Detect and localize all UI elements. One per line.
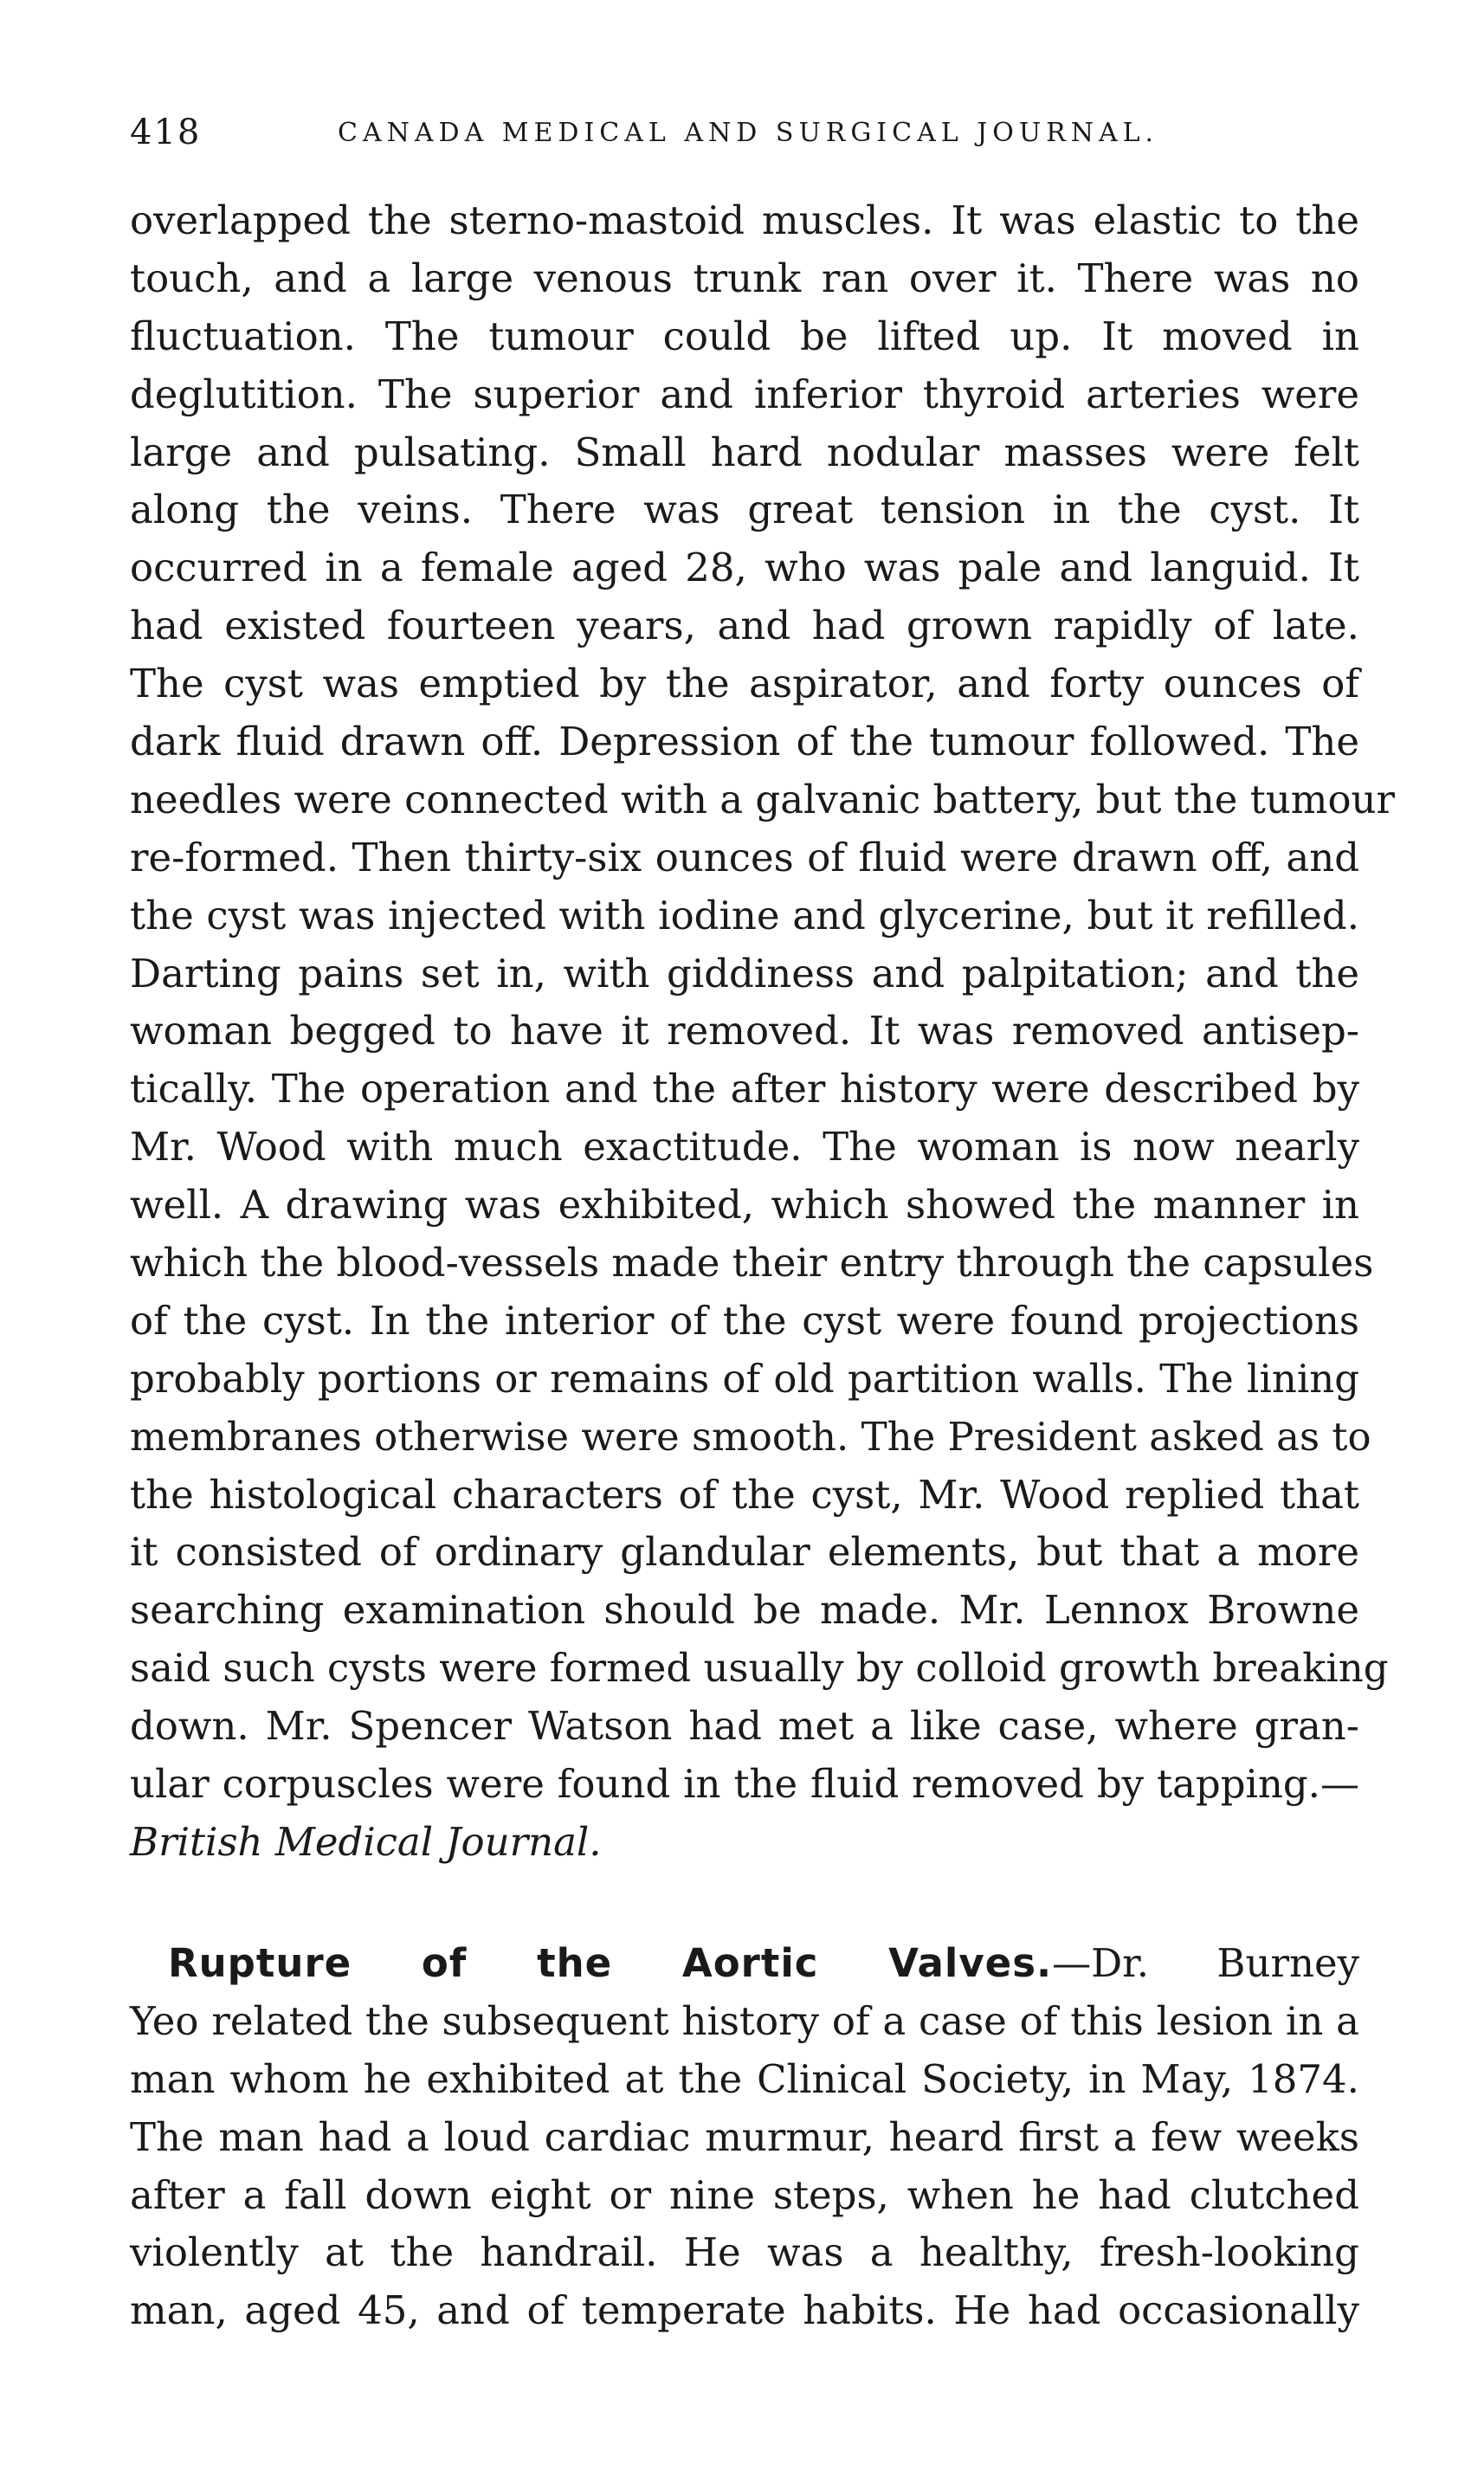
text-line: large and pulsating. Small hard nodular masses were felt [130,429,1359,475]
article-heading-line [130,1935,1359,1993]
text-line: probably portions or remains of old partition walls. The lining [130,1355,1359,1402]
article-continued-text [130,192,1396,1872]
text-line: said such cysts were formed usually by colloid growth breaking [130,1645,1389,1692]
text-line: which the blood-vessels made their entry through the capsules [130,1240,1374,1287]
source-citation: British Medical Journal. [130,1818,602,1865]
text-line: man whom he exhibited at the Clinical Society, in May, 1874. [130,2055,1359,2102]
text-line: overlapped the sterno-mastoid muscles. It was elastic to the [130,197,1359,243]
text-line: needles were connected with a galvanic battery, but the tumour [130,776,1396,822]
article-rupture-aortic-valves [130,1935,1359,2340]
text-line: deglutition. The superior and inferior thyroid arteries were [130,371,1359,417]
article-heading-continuation: —Dr. Burney [1052,1940,1359,1986]
article-heading: Rupture of the Aortic Valves. [168,1940,1053,1986]
text-line: Yeo related the subsequent history of a case of this lesion in a [130,1997,1359,2044]
text-line: after a fall down eight or nine steps, when he had clutched [130,2171,1359,2218]
text-line: it consisted of ordinary glandular elements, but that a more [130,1529,1359,1576]
text-line: of the cyst. In the interior of the cyst were found projections [130,1297,1359,1344]
text-line: the histological characters of the cyst, Mr. Wood replied that [130,1471,1359,1518]
page-number: 418 [130,113,202,152]
text-line: fluctuation. The tumour could be lifted up. It moved in [130,313,1359,359]
text-line: searching examination should be made. Mr. Lennox Browne [130,1587,1359,1634]
journal-title: CANADA MEDICAL AND SURGICAL JOURNAL. [338,118,1159,148]
text-line: occurred in a female aged 28, who was pale and languid. It [130,545,1359,591]
text-line: the cyst was injected with iodine and glycerine, but it refilled. [130,892,1359,938]
text-line: woman begged to have it removed. It was removed antisep- [130,1008,1359,1054]
text-line: along the veins. There was great tension in the cyst. It [130,487,1359,533]
text-line: ular corpuscles were found in the fluid removed by tapping.— [130,1761,1359,1808]
text-line: well. A drawing was exhibited, which showed the manner in [130,1182,1359,1229]
text-line: re-formed. Then thirty-six ounces of fluid were drawn off, and [130,834,1359,880]
text-line: violently at the handrail. He was a healthy, fresh-looking [130,2229,1359,2276]
text-line: The cyst was emptied by the aspirator, and forty ounces of [130,661,1359,707]
text-line: tically. The operation and the after history were described by [130,1066,1359,1113]
running-head [130,113,1359,164]
text-line: had existed fourteen years, and had grown rapidly of late. [130,603,1359,649]
text-line: dark fluid drawn off. Depression of the tumour followed. The [130,719,1359,765]
text-line: down. Mr. Spencer Watson had met a like case, where gran- [130,1703,1359,1750]
text-line: touch, and a large venous trunk ran over it. There was no [130,255,1359,301]
text-line: The man had a loud cardiac murmur, heard first a few weeks [130,2113,1359,2160]
text-line: Darting pains set in, with giddiness and palpitation; and the [130,950,1359,996]
text-line: man, aged 45, and of temperate habits. He had occasionally [130,2287,1359,2334]
text-line: membranes otherwise were smooth. The President asked as to [130,1413,1371,1460]
text-line: Mr. Wood with much exactitude. The woman is now nearly [130,1124,1359,1171]
